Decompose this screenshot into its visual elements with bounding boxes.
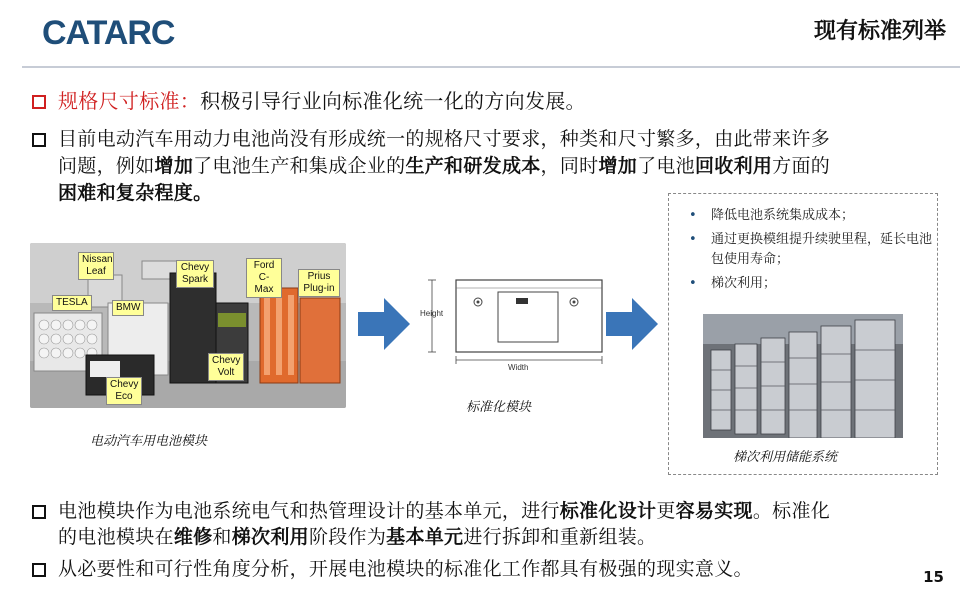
label-chevy-spark — [176, 260, 214, 288]
tag-text: Chevy Spark — [180, 262, 210, 285]
text-run: 电池模块作为电池系统电气和热管理设计的基本单元，进行 — [58, 500, 560, 522]
page-title: 现有标准列举 — [813, 19, 946, 44]
section-heading-label: 规格尺寸标准： — [58, 89, 201, 113]
paragraph-3-line-1: 从必要性和可行性角度分析，开展电池模块的标准化工作都具有极强的现实意义。 — [58, 558, 753, 580]
bold-run: 回收利用 — [694, 155, 773, 177]
bold-run: 增加 — [154, 155, 194, 177]
square-bullet-icon — [32, 505, 46, 519]
tag-text: Nissan Leaf — [82, 254, 113, 277]
tag-text: Chevy Volt — [212, 355, 241, 378]
drawing-caption: 标准化模块 — [466, 400, 532, 415]
square-bullet-icon — [32, 563, 46, 577]
text-run: 的电池模块在 — [58, 526, 174, 548]
paragraph-1-line-2 — [58, 153, 830, 179]
text-run: 更 — [656, 500, 676, 522]
benefit-item: • 降低电池系统集成成本； — [689, 206, 934, 226]
text-run: 方面的 — [772, 155, 831, 177]
text-run: 了电池生产和集成企业的 — [193, 155, 406, 177]
benefit-item: • 通过更换模组提升续驶里程，延长电池包使用寿命； — [689, 230, 934, 270]
tag-text: TESLA — [56, 297, 88, 308]
tag-text: Prius Plug-in — [303, 271, 335, 294]
label-chevy-volt — [208, 353, 244, 381]
bold-run: 维修 — [173, 526, 213, 548]
section-heading-text: 积极引导行业向标准化统一化的方向发展。 — [200, 89, 586, 113]
square-bullet-icon — [32, 95, 46, 109]
label-chevy-eco — [106, 377, 142, 405]
standard-module-drawing — [418, 270, 608, 378]
section-heading — [58, 88, 586, 114]
energy-storage-photo — [703, 314, 903, 438]
bold-run: 生产和研发成本 — [405, 155, 541, 177]
bold-run: 基本单元 — [386, 526, 464, 548]
label-tesla — [52, 295, 92, 311]
bold-run: 困难和复杂程度。 — [58, 182, 213, 204]
storage-caption: 梯次利用储能系统 — [733, 450, 838, 465]
text-run: 了电池 — [637, 155, 695, 177]
tag-text: Chevy Eco — [110, 379, 139, 402]
label-nissan-leaf — [78, 252, 114, 280]
header-divider — [22, 66, 960, 68]
text-run: 阶段作为 — [308, 526, 387, 548]
paragraph-2-line-2 — [58, 524, 656, 550]
paragraph-1-line-3 — [58, 180, 212, 206]
text-run: 和 — [212, 526, 232, 548]
label-ford-cmax — [246, 258, 282, 298]
page-number: 15 — [923, 568, 944, 586]
text-run: 进行拆卸和重新组装。 — [463, 526, 657, 548]
benefits-panel — [668, 193, 938, 475]
width-label: Width — [508, 363, 529, 372]
text-run: 。标准化 — [752, 500, 831, 522]
tag-text: BMW — [116, 302, 141, 313]
logo-text: CATARC — [42, 14, 175, 50]
benefits-list — [689, 206, 934, 298]
benefit-item: • 梯次利用； — [689, 274, 934, 294]
paragraph-1-line-1: 目前电动汽车用动力电池尚没有形成统一的规格尺寸要求，种类和尺寸繁多，由此带来许多 — [58, 128, 831, 150]
right-arrow-icon — [606, 298, 658, 350]
bold-run: 增加 — [598, 155, 638, 177]
label-prius-plugin — [298, 269, 340, 297]
height-label: Height — [420, 309, 444, 318]
paragraph-2-line-1 — [58, 498, 830, 524]
photo-caption: 电动汽车用电池模块 — [90, 434, 208, 449]
label-bmw — [112, 300, 144, 316]
right-arrow-icon — [358, 298, 410, 350]
text-run: ，同时 — [540, 155, 599, 177]
square-bullet-icon — [32, 133, 46, 147]
battery-modules-photo — [30, 243, 346, 408]
catarc-logo — [42, 14, 182, 50]
text-run: 问题，例如 — [58, 155, 155, 177]
bold-run: 容易实现 — [675, 500, 753, 522]
bold-run: 标准化设计 — [559, 500, 657, 522]
tag-text: Ford C-Max — [253, 260, 275, 295]
bold-run: 梯次利用 — [231, 526, 309, 548]
